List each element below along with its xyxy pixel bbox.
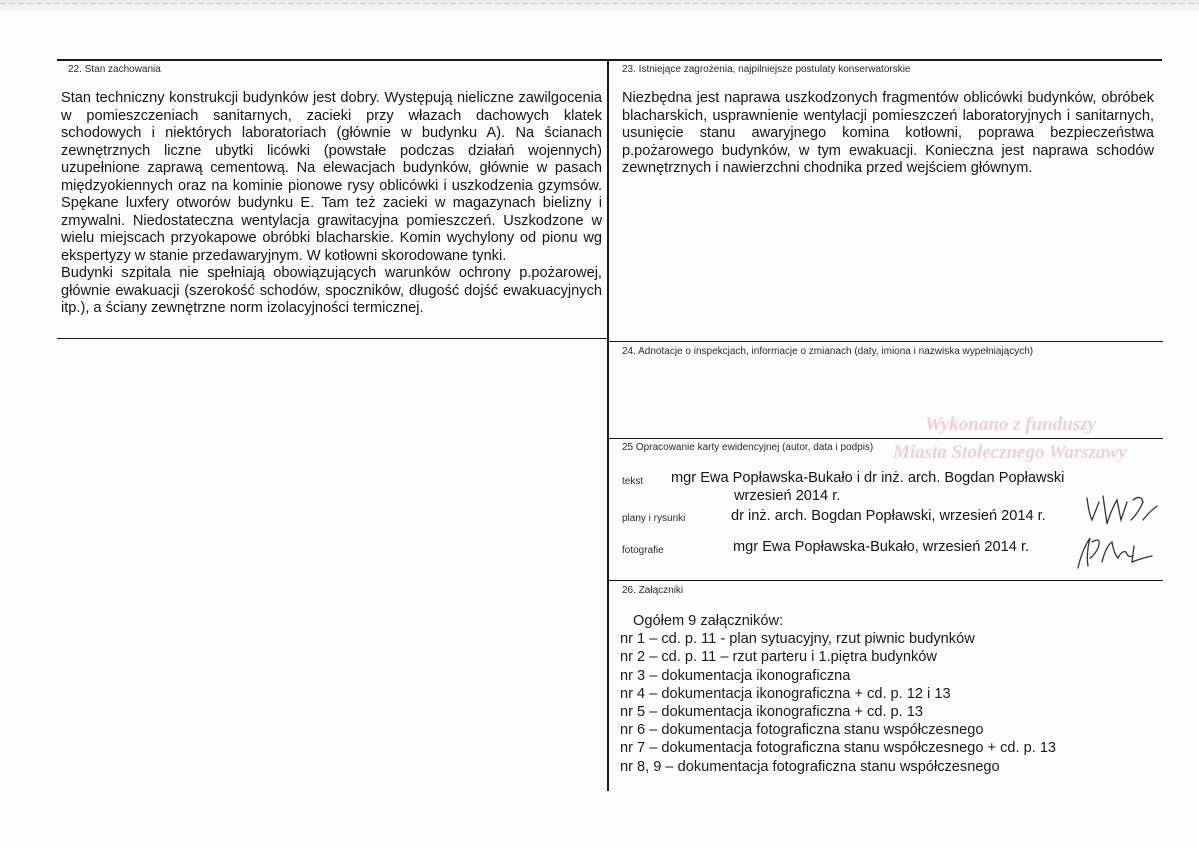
section-22-paragraph-1: Stan techniczny konstrukcji budynków jest dobry. Występują nieliczne zawilgocenia w pomieszczeniach sanitarnych, zacieki przy włazach dachowych klatek schodowych i niektórych laboratoriach (głównie w budynku A). Na ścianach zewnętrznych liczne ubytki licówki (powstałe podczas działań wojennych) uzupełnione zaprawą cementową. Na elewacjach budynków, głównie w pasach międzyokiennych oraz na kominie pionowe rysy oblicówki i uszkodzenia gzymsów. Spękane luxfery otworów budynku E. Tam też zacieki w magazynach bielizny i zmywalni. Niedostateczna wentylacja grawitacyjna pomieszczeń. Uszkodzone w wielu miejscach przyokapowe obróbki blacharskie. Komin wychylony od pionu wg ekspertyzy w stanie przedawaryjnym. W kotłowni skorodowane tynki. xyxy=(61,90,602,264)
attachments-list xyxy=(620,612,1056,776)
section-23-paragraph: Niezbędna jest naprawa uszkodzonych fragmentów oblicówki budynków, obróbek blacharskich, usprawnienie wentylacji pomieszczeń laboratoryjnych i sanitarnych, usunięcie stanu awaryjnego komina kotłowni, poprawa bezpieczeństwa p.pożarowego budynków, w tym ewakuacji. Konieczna jest naprawa schodów zewnętrznych i nawierzchni chodnika przed wejściem głównym. xyxy=(622,90,1154,176)
rule-s25 xyxy=(608,438,1163,439)
author-row-label-photos: fotografie xyxy=(622,545,664,556)
section-22-text xyxy=(61,90,602,318)
section-23-label: 23. Istniejące zagrożenia, najpilniejsze postulaty konserwatorskie xyxy=(622,64,911,75)
attachment-item: nr 8, 9 – dokumentacja fotograficzna stanu współczesnego xyxy=(620,758,1000,775)
top-rule xyxy=(57,59,1162,61)
scan-edge xyxy=(0,0,1199,12)
section-24-label: 24. Adnotacje o inspekcjach, informacje o zmianach (daty, imiona i nazwiska wypełniających) xyxy=(622,346,1034,357)
attachment-item: nr 5 – dokumentacja ikonograficzna + cd. p. 13 xyxy=(620,704,924,721)
author-row-photos-line: mgr Ewa Popławska-Bukało, wrzesień 2014 r. xyxy=(733,539,1030,555)
author-row-text-line-2: wrzesień 2014 r. xyxy=(734,488,841,504)
attachment-item: nr 6 – dokumentacja fotograficzna stanu współczesnego xyxy=(620,722,984,739)
section-22-paragraph-2: Budynki szpitala nie spełniają obowiązujących warunków ochrony p.pożarowej, głównie ewakuacji (szerokość schodów, spoczników, długość dojść ewakuacyjnych itp.), a ściany zewnętrzne norm izolacyjności termicznej. xyxy=(61,265,602,316)
funding-stamp-line-1: Wykonano z funduszy xyxy=(925,414,1097,435)
funding-stamp-line-2: Miasta Stołecznego Warszawy xyxy=(893,442,1127,463)
attachment-item: nr 4 – dokumentacja ikonograficzna + cd. p. 12 i 13 xyxy=(620,685,951,702)
attachment-item: nr 2 – cd. p. 11 – rzut parteru i 1.piętra budynków xyxy=(620,649,937,666)
attachments-title: Ogółem 9 załączników: xyxy=(633,613,784,629)
author-row-text-line-1: mgr Ewa Popławska-Bukało i dr inż. arch. Bogdan Popławski xyxy=(671,470,1065,486)
author-row-label-drawings: plany i rysunki xyxy=(622,513,686,524)
rule-s24 xyxy=(608,341,1163,342)
attachment-item: nr 1 – cd. p. 11 - plan sytuacyjny, rzut piwnic budynków xyxy=(620,631,975,648)
signature-lower xyxy=(1072,528,1162,576)
author-row-label-text: tekst xyxy=(622,476,644,487)
attachment-item: nr 3 – dokumentacja ikonograficzna xyxy=(620,667,851,684)
section-23-text xyxy=(622,90,1154,178)
rule-s26 xyxy=(608,580,1163,581)
left-col-bottom-rule xyxy=(57,338,609,339)
section-26-label: 26. Załączniki xyxy=(622,585,684,596)
author-row-drawings-line: dr inż. arch. Bogdan Popławski, wrzesień 2014 r. xyxy=(731,508,1046,524)
section-25-label: 25 Opracowanie karty ewidencyjnej (autor, data i podpis) xyxy=(622,442,874,453)
section-22-label: 22. Stan zachowania xyxy=(68,64,161,75)
column-divider xyxy=(607,60,609,791)
attachment-item: nr 7 – dokumentacja fotograficzna stanu współczesnego + cd. p. 13 xyxy=(620,740,1057,757)
